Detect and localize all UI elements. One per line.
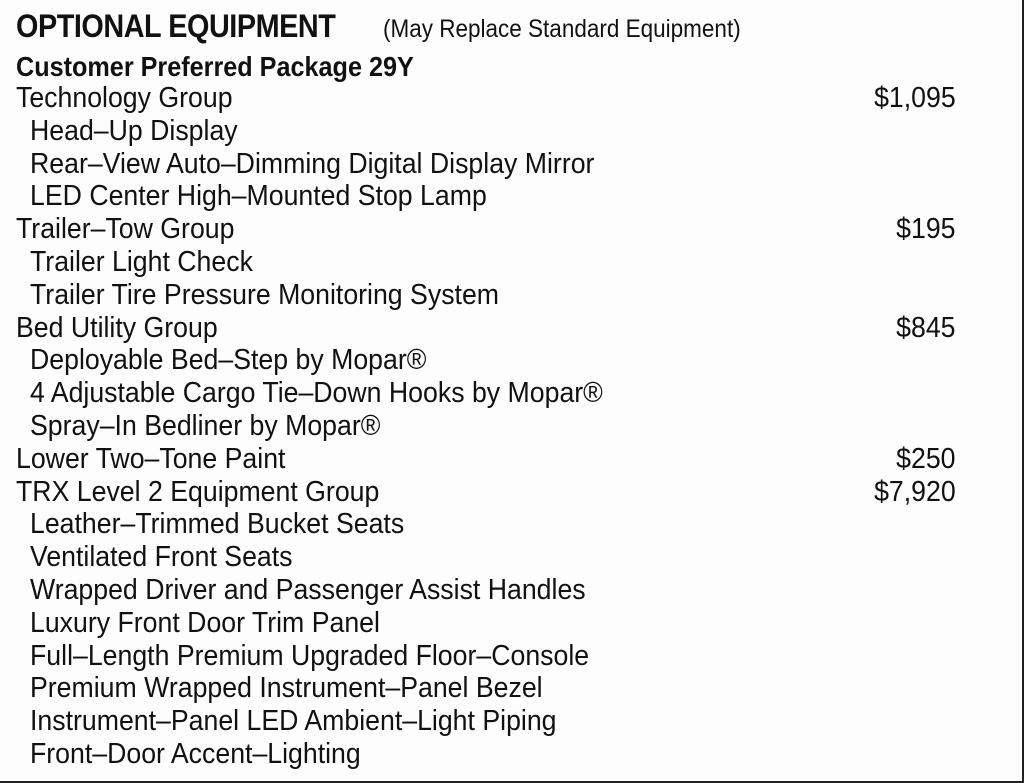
equipment-item: Full–Length Premium Upgraded Floor–Console	[30, 639, 590, 672]
equipment-item: Luxury Front Door Trim Panel	[30, 606, 380, 639]
equipment-group-row	[0, 312, 1024, 345]
equipment-group-row	[0, 213, 1024, 246]
equipment-item-row	[0, 410, 1024, 443]
section-title: OPTIONAL EQUIPMENT	[16, 8, 336, 44]
equipment-item-row	[0, 705, 1024, 738]
equipment-list	[0, 82, 1024, 771]
equipment-item: Ventilated Front Seats	[30, 541, 293, 574]
equipment-group-row	[0, 476, 1024, 509]
equipment-item-row	[0, 640, 1024, 673]
group-price: $250	[896, 442, 956, 475]
group-price: $195	[896, 213, 956, 246]
equipment-group-row	[0, 82, 1024, 115]
equipment-item: Deployable Bed–Step by Mopar®	[30, 344, 427, 377]
equipment-item: Trailer Light Check	[30, 245, 253, 278]
equipment-item-row	[0, 344, 1024, 377]
equipment-item: Front–Door Accent–Lighting	[30, 737, 361, 770]
equipment-item: Wrapped Driver and Passenger Assist Handles	[30, 573, 586, 606]
equipment-item-row	[0, 377, 1024, 410]
equipment-item-row	[0, 246, 1024, 279]
equipment-item-row	[0, 279, 1024, 312]
equipment-item: Trailer Tire Pressure Monitoring System	[30, 278, 500, 311]
equipment-item: LED Center High–Mounted Stop Lamp	[30, 180, 487, 213]
equipment-item: Leather–Trimmed Bucket Seats	[30, 508, 405, 541]
equipment-item-row	[0, 115, 1024, 148]
group-price: $845	[896, 311, 956, 344]
equipment-item-row	[0, 574, 1024, 607]
group-name: TRX Level 2 Equipment Group	[16, 475, 380, 508]
equipment-item-row	[0, 672, 1024, 705]
group-name: Lower Two–Tone Paint	[16, 442, 286, 475]
equipment-item-row	[0, 541, 1024, 574]
equipment-item: Premium Wrapped Instrument–Panel Bezel	[30, 672, 543, 705]
group-name: Technology Group	[16, 82, 233, 114]
equipment-item: 4 Adjustable Cargo Tie–Down Hooks by Mopar®	[30, 377, 603, 410]
equipment-item: Head–Up Display	[30, 114, 238, 147]
group-name: Bed Utility Group	[16, 311, 218, 344]
equipment-item-row	[0, 508, 1024, 541]
equipment-item: Rear–View Auto–Dimming Digital Display Mirror	[30, 147, 595, 180]
section-header	[16, 8, 781, 45]
package-title: Customer Preferred Package 29Y	[16, 51, 414, 82]
group-name: Trailer–Tow Group	[16, 213, 235, 246]
equipment-item-row	[0, 180, 1024, 213]
equipment-item-row	[0, 607, 1024, 640]
group-price: $7,920	[874, 475, 956, 508]
equipment-group-row	[0, 443, 1024, 476]
equipment-item-row	[0, 148, 1024, 181]
equipment-item: Spray–In Bedliner by Mopar®	[30, 409, 381, 442]
group-price: $1,095	[874, 82, 956, 114]
equipment-item-row	[0, 738, 1024, 771]
equipment-item: Instrument–Panel LED Ambient–Light Piping	[30, 705, 557, 738]
section-note: (May Replace Standard Equipment)	[383, 15, 742, 43]
